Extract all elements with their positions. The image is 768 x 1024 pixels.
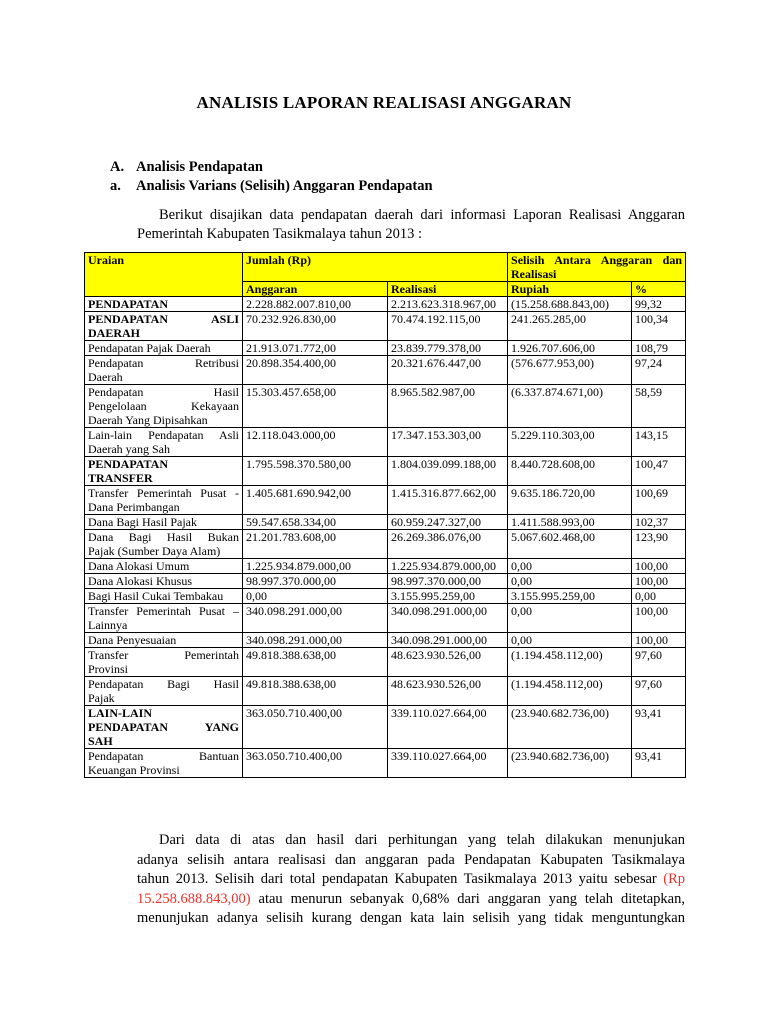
row-label: Pendapatan Pajak Daerah [85, 341, 243, 356]
revenue-table [84, 252, 686, 778]
cell-rupiah: 5.229.110.303,00 [508, 428, 632, 457]
row-label-line-1: LAIN-LAIN [88, 706, 153, 720]
row-label-line-2: Daerah yang Sah [88, 442, 170, 456]
row-label: Dana Bagi Hasil Pajak [85, 515, 243, 530]
row-label: Dana Penyesuaian [85, 633, 243, 648]
cell-anggaran: 1.795.598.370.580,00 [243, 457, 388, 486]
table-row [85, 589, 686, 604]
header-jumlah: Jumlah (Rp) [243, 253, 508, 282]
table-row [85, 633, 686, 648]
row-label-line-2: TRANSFER [88, 471, 153, 485]
cell-anggaran: 363.050.710.400,00 [243, 706, 388, 749]
cell-realisasi: 339.110.027.664,00 [388, 749, 508, 778]
table-row [85, 312, 686, 341]
cell-persen: 58,59 [632, 385, 686, 428]
cell-rupiah: (15.258.688.843,00) [508, 297, 632, 312]
cell-rupiah: 0,00 [508, 604, 632, 633]
row-label: PENDAPATAN [85, 297, 243, 312]
cell-persen: 143,15 [632, 428, 686, 457]
row-label [85, 457, 243, 486]
cell-anggaran: 70.232.926.830,00 [243, 312, 388, 341]
heading-b-marker: a. [110, 178, 121, 194]
cell-persen: 100,00 [632, 559, 686, 574]
intro-paragraph [137, 206, 685, 244]
cell-anggaran: 49.818.388.638,00 [243, 648, 388, 677]
row-label-line-1: Pendapatan Retribusi [88, 356, 239, 370]
table-row [85, 486, 686, 515]
cell-persen: 100,00 [632, 604, 686, 633]
row-label-line-3: Daerah Yang Dipisahkan [88, 413, 208, 427]
table-row [85, 677, 686, 706]
conclusion-line-4 [137, 890, 685, 910]
row-label-line-1: PENDAPATAN [88, 457, 168, 471]
conclusion-line-1: Dari data di atas dan hasil dari perhitungan yang telah dilakukan menunjukan [159, 832, 685, 848]
cell-realisasi: 339.110.027.664,00 [388, 706, 508, 749]
cell-rupiah: (6.337.874.671,00) [508, 385, 632, 428]
cell-realisasi: 2.213.623.318.967,00 [388, 297, 508, 312]
cell-anggaran: 0,00 [243, 589, 388, 604]
row-label-line-2: Provinsi [88, 662, 129, 676]
row-label-line-2: DAERAH [88, 326, 141, 340]
table-row [85, 706, 686, 749]
cell-rupiah: 241.265.285,00 [508, 312, 632, 341]
cell-rupiah: 1.411.588.993,00 [508, 515, 632, 530]
row-label [85, 604, 243, 633]
row-label [85, 428, 243, 457]
cell-realisasi: 17.347.153.303,00 [388, 428, 508, 457]
row-label [85, 385, 243, 428]
header-uraian: Uraian [85, 253, 243, 297]
table-row [85, 341, 686, 356]
cell-persen: 93,41 [632, 706, 686, 749]
cell-realisasi: 98.997.370.000,00 [388, 574, 508, 589]
cell-anggaran: 363.050.710.400,00 [243, 749, 388, 778]
row-label [85, 356, 243, 385]
table-row [85, 515, 686, 530]
row-label-line-1: Dana Bagi Hasil Bukan [88, 530, 239, 544]
cell-rupiah: 3.155.995.259,00 [508, 589, 632, 604]
conclusion-highlight-amount: 15.258.688.843,00) [137, 890, 251, 907]
cell-realisasi: 23.839.779.378,00 [388, 341, 508, 356]
cell-anggaran: 1.225.934.879.000,00 [243, 559, 388, 574]
row-label [85, 749, 243, 778]
cell-rupiah: (576.677.953,00) [508, 356, 632, 385]
cell-realisasi: 20.321.676.447,00 [388, 356, 508, 385]
cell-anggaran: 98.997.370.000,00 [243, 574, 388, 589]
row-label [85, 312, 243, 341]
row-label: Bagi Hasil Cukai Tembakau [85, 589, 243, 604]
heading-a-text: Analisis Pendapatan [136, 159, 263, 175]
cell-persen: 99,32 [632, 297, 686, 312]
header-realisasi: Realisasi [388, 282, 508, 297]
table-row [85, 749, 686, 778]
cell-realisasi: 26.269.386.076,00 [388, 530, 508, 559]
row-label-line-2: Pajak (Sumber Daya Alam) [88, 544, 221, 558]
conclusion-line-2: adanya selisih antara realisasi dan anggaran pada Pendapatan Kabupaten Tasikmalaya [137, 851, 685, 868]
cell-realisasi: 48.623.930.526,00 [388, 648, 508, 677]
row-label-line-1: Pendapatan Hasil [88, 385, 239, 399]
cell-rupiah: 5.067.602.468,00 [508, 530, 632, 559]
cell-persen: 97,60 [632, 648, 686, 677]
table-row [85, 559, 686, 574]
table-row [85, 428, 686, 457]
cell-realisasi: 60.959.247.327,00 [388, 515, 508, 530]
cell-persen: 102,37 [632, 515, 686, 530]
page-title: ANALISIS LAPORAN REALISASI ANGGARAN [196, 93, 572, 112]
table-row [85, 604, 686, 633]
row-label-line-2: Lainnya [88, 618, 128, 632]
cell-rupiah: (1.194.458.112,00) [508, 677, 632, 706]
cell-rupiah: (23.940.682.736,00) [508, 706, 632, 749]
intro-line-2: Pemerintah Kabupaten Tasikmalaya tahun 2013 : [137, 226, 423, 242]
row-label-line-1: Transfer Pemerintah Pusat - [88, 486, 239, 500]
cell-rupiah: 9.635.186.720,00 [508, 486, 632, 515]
cell-anggaran: 340.098.291.000,00 [243, 604, 388, 633]
header-selisih-line-1: Selisih Antara Anggaran dan [511, 253, 683, 267]
row-label-line-2: Dana Perimbangan [88, 500, 180, 514]
heading-b-text: Analisis Varians (Selisih) Anggaran Pendapatan [136, 178, 433, 194]
cell-realisasi: 1.225.934.879.000,00 [388, 559, 508, 574]
cell-persen: 108,79 [632, 341, 686, 356]
row-label [85, 486, 243, 515]
row-label [85, 530, 243, 559]
cell-realisasi: 8.965.582.987,00 [388, 385, 508, 428]
cell-rupiah: 8.440.728.608,00 [508, 457, 632, 486]
cell-rupiah: 0,00 [508, 633, 632, 648]
cell-realisasi: 48.623.930.526,00 [388, 677, 508, 706]
table-row [85, 530, 686, 559]
header-selisih [508, 253, 686, 282]
row-label-line-1: Pendapatan Bantuan [88, 749, 239, 763]
header-rupiah: Rupiah [508, 282, 632, 297]
cell-persen: 93,41 [632, 749, 686, 778]
heading-a-marker: A. [110, 159, 125, 175]
cell-realisasi: 1.415.316.877.662,00 [388, 486, 508, 515]
cell-persen: 100,34 [632, 312, 686, 341]
cell-rupiah: (1.194.458.112,00) [508, 648, 632, 677]
cell-anggaran: 2.228.882.007.810,00 [243, 297, 388, 312]
heading-a [110, 159, 263, 176]
row-label-line-2: Keuangan Provinsi [88, 763, 180, 777]
conclusion-line-3 [137, 870, 685, 890]
header-anggaran: Anggaran [243, 282, 388, 297]
row-label: Dana Alokasi Umum [85, 559, 243, 574]
heading-b [110, 178, 433, 195]
table-row [85, 574, 686, 589]
row-label: Dana Alokasi Khusus [85, 574, 243, 589]
row-label-line-1: Pendapatan Bagi Hasil [88, 677, 239, 691]
cell-anggaran: 59.547.658.334,00 [243, 515, 388, 530]
conclusion-line-4-text: atau menurun sebanyak 0,68% dari anggaran yang telah ditetapkan, [250, 890, 685, 907]
conclusion-paragraph [137, 831, 685, 929]
cell-realisasi: 340.098.291.000,00 [388, 604, 508, 633]
row-label-line-1: Transfer Pemerintah [88, 648, 239, 662]
cell-realisasi: 340.098.291.000,00 [388, 633, 508, 648]
cell-persen: 100,47 [632, 457, 686, 486]
cell-anggaran: 20.898.354.400,00 [243, 356, 388, 385]
table-row [85, 297, 686, 312]
intro-line-1: Berikut disajikan data pendapatan daerah dari informasi Laporan Realisasi Anggaran [159, 207, 685, 223]
cell-rupiah: (23.940.682.736,00) [508, 749, 632, 778]
conclusion-line-5: menunjukan adanya selisih kurang dengan kata lain selisih yang tidak menguntungkan [137, 910, 685, 926]
cell-persen: 97,24 [632, 356, 686, 385]
cell-rupiah: 1.926.707.606,00 [508, 341, 632, 356]
conclusion-line-3-text: tahun 2013. Selisih dari total pendapatan Kabupaten Tasikmalaya 2013 yaitu sebesar [137, 871, 664, 887]
conclusion-highlight-start: (Rp [663, 871, 685, 887]
cell-rupiah: 0,00 [508, 559, 632, 574]
table-header-row-1 [85, 253, 686, 282]
row-label-line-1: Lain-lain Pendapatan Asli [88, 428, 239, 442]
table-row [85, 648, 686, 677]
cell-anggaran: 12.118.043.000,00 [243, 428, 388, 457]
table-row [85, 385, 686, 428]
cell-anggaran: 21.913.071.772,00 [243, 341, 388, 356]
cell-persen: 100,69 [632, 486, 686, 515]
header-selisih-line-2: Realisasi [511, 267, 557, 281]
row-label [85, 648, 243, 677]
table-row [85, 356, 686, 385]
cell-persen: 97,60 [632, 677, 686, 706]
row-label [85, 677, 243, 706]
cell-realisasi: 3.155.995.259,00 [388, 589, 508, 604]
cell-anggaran: 49.818.388.638,00 [243, 677, 388, 706]
header-persen: % [632, 282, 686, 297]
cell-anggaran: 15.303.457.658,00 [243, 385, 388, 428]
row-label [85, 706, 243, 749]
row-label-line-1: Transfer Pemerintah Pusat – [88, 604, 239, 618]
row-label-line-2: Pengelolaan Kekayaan [88, 399, 239, 413]
cell-persen: 0,00 [632, 589, 686, 604]
cell-anggaran: 1.405.681.690.942,00 [243, 486, 388, 515]
row-label-line-2: Daerah [88, 370, 123, 384]
cell-persen: 100,00 [632, 574, 686, 589]
cell-realisasi: 1.804.039.099.188,00 [388, 457, 508, 486]
cell-rupiah: 0,00 [508, 574, 632, 589]
cell-persen: 100,00 [632, 633, 686, 648]
row-label-line-1: PENDAPATAN ASLI [88, 312, 239, 326]
row-label-line-2: PENDAPATAN YANG [88, 720, 239, 734]
cell-anggaran: 21.201.783.608,00 [243, 530, 388, 559]
row-label-line-2: Pajak [88, 691, 115, 705]
cell-anggaran: 340.098.291.000,00 [243, 633, 388, 648]
table-row [85, 457, 686, 486]
cell-realisasi: 70.474.192.115,00 [388, 312, 508, 341]
cell-persen: 123,90 [632, 530, 686, 559]
row-label-line-3: SAH [88, 734, 113, 748]
